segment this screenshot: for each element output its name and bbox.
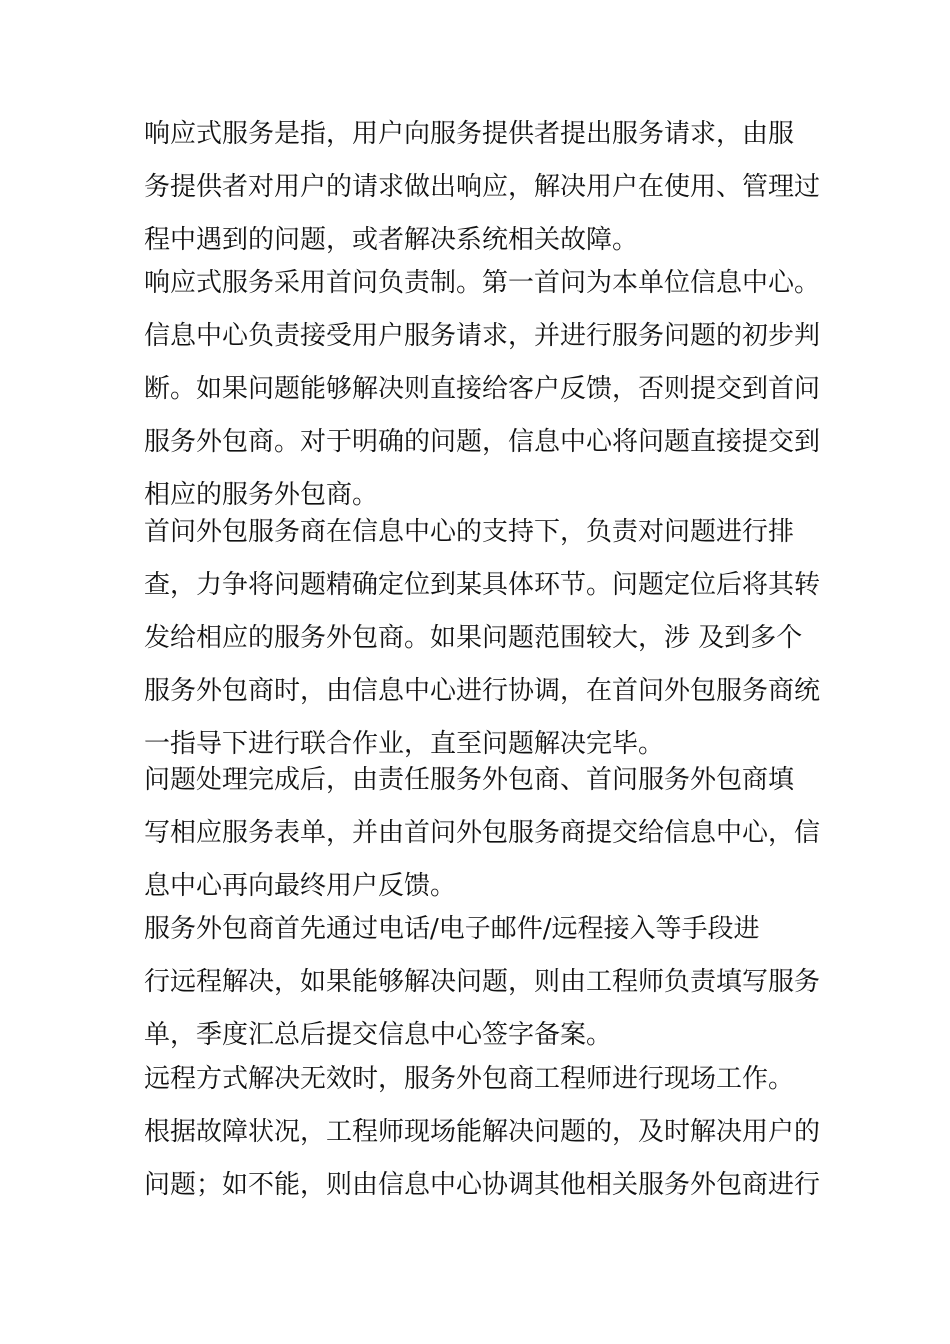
text-line: 查，力争将问题精确定位到某具体环节。问题定位后将其转	[144, 570, 821, 600]
paragraph-1	[144, 108, 824, 267]
text-line: 问题处理完成后，由责任服务外包商、首问服务外包商填	[144, 765, 795, 795]
text-line: 单，季度汇总后提交信息中心签字备案。	[144, 1020, 613, 1050]
text-line: 一指导下进行联合作业，直至问题解决完毕。	[144, 729, 665, 759]
text-line: 响应式服务采用首问负责制。第一首问为本单位信息中心。	[144, 268, 821, 298]
text-line: 行远程解决，如果能够解决问题，则由工程师负责填写服务	[144, 967, 821, 997]
text-line: 务提供者对用户的请求做出响应，解决用户在使用、管理过	[144, 172, 821, 202]
text-line: 首问外包服务商在信息中心的支持下，负责对问题进行排	[144, 517, 795, 547]
paragraph-4	[144, 754, 824, 913]
text-line: 服务外包商。对于明确的问题，信息中心将问题直接提交到	[144, 427, 821, 457]
text-line: 息中心再向最终用户反馈。	[144, 871, 457, 901]
paragraph-6	[144, 1053, 824, 1212]
text-line: 根据故障状况，工程师现场能解决问题的，及时解决用户的	[144, 1117, 821, 1147]
text-line: 相应的服务外包商。	[144, 480, 379, 510]
paragraph-3	[144, 506, 824, 771]
text-line: 服务外包商首先通过电话/电子邮件/远程接入等手段进	[144, 914, 760, 944]
text-line: 程中遇到的问题，或者解决系统相关故障。	[144, 225, 639, 255]
text-line: 写相应服务表单，并由首问外包服务商提交给信息中心，信	[144, 818, 821, 848]
text-line: 发给相应的服务外包商。如果问题范围较大，涉 及到多个	[144, 623, 803, 653]
text-line: 问题；如不能，则由信息中心协调其他相关服务外包商进行	[144, 1170, 821, 1200]
paragraph-2	[144, 257, 824, 522]
text-line: 远程方式解决无效时，服务外包商工程师进行现场工作。	[144, 1064, 795, 1094]
paragraph-5	[144, 903, 824, 1062]
text-line: 信息中心负责接受用户服务请求，并进行服务问题的初步判	[144, 321, 821, 351]
text-line: 服务外包商时，由信息中心进行协调，在首问外包服务商统	[144, 676, 821, 706]
text-line: 断。如果问题能够解决则直接给客户反馈，否则提交到首问	[144, 374, 821, 404]
text-line: 响应式服务是指，用户向服务提供者提出服务请求，由服	[144, 119, 795, 149]
